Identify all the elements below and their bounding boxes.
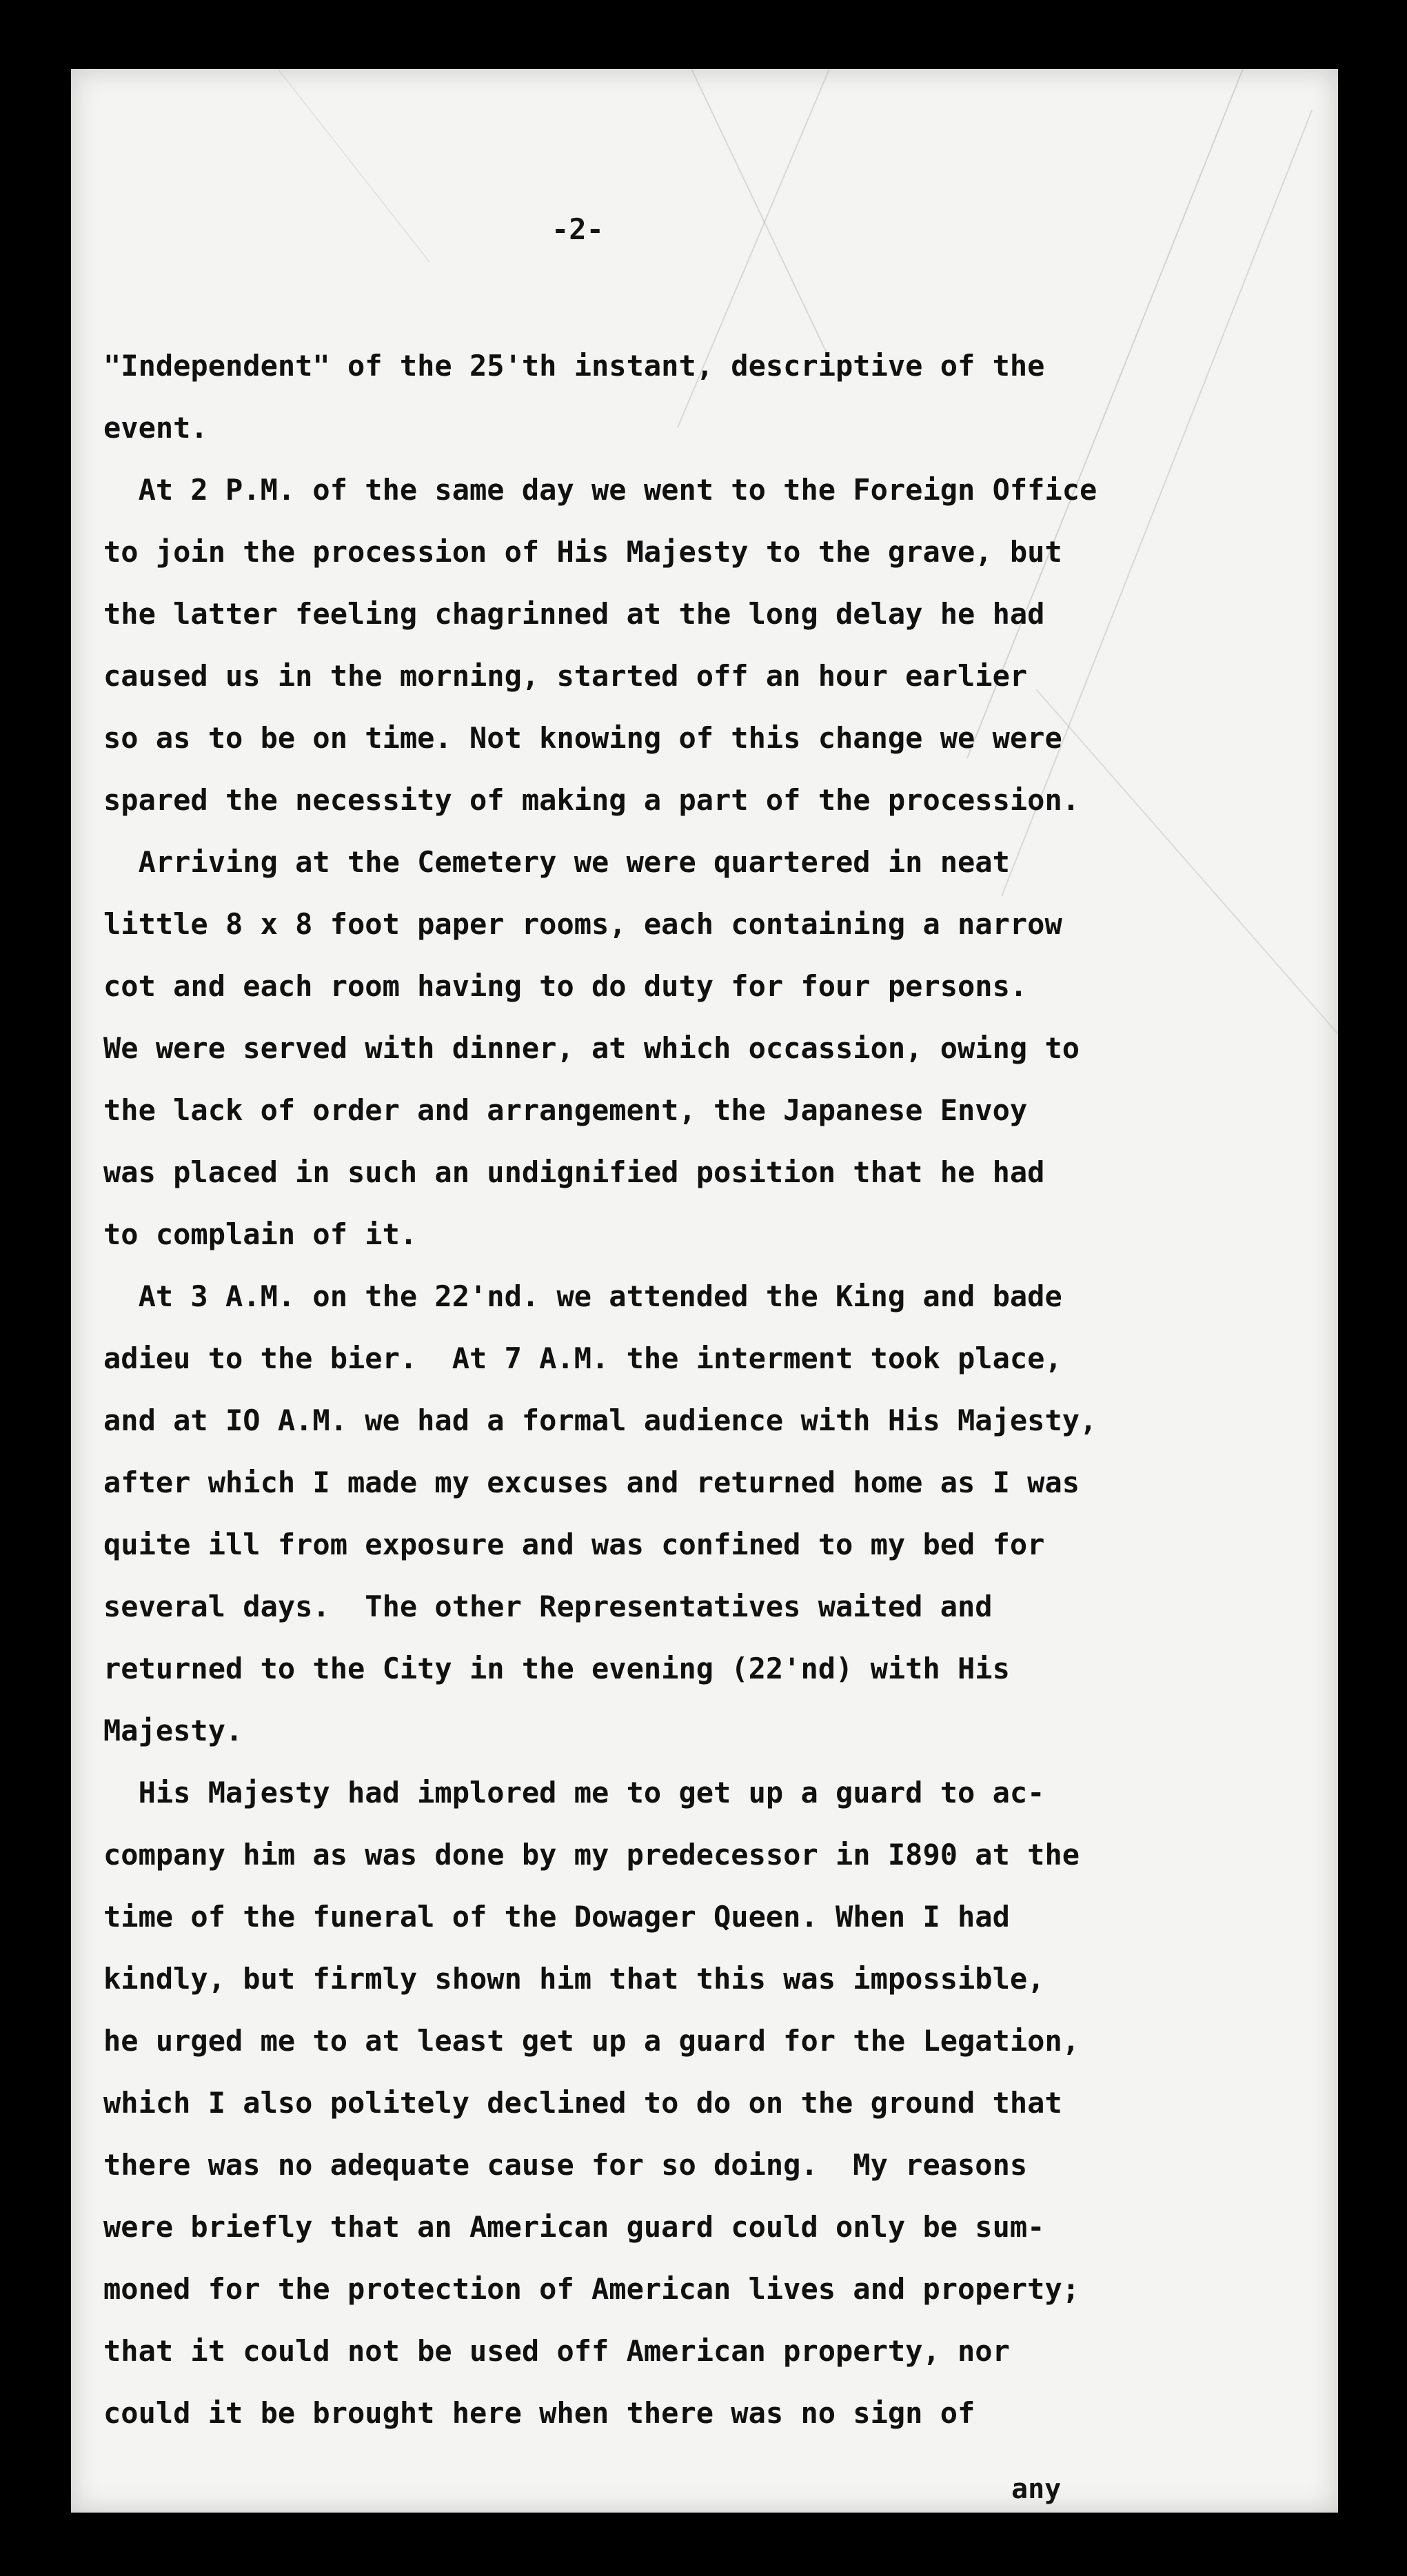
typed-letter-body bbox=[103, 335, 1275, 2444]
text-line: event. bbox=[103, 411, 208, 445]
text-line: We were served with dinner, at which occassion, owing to bbox=[103, 1031, 1080, 1065]
text-line: Arriving at the Cemetery we were quartered in neat bbox=[103, 845, 1010, 879]
text-line: returned to the City in the evening (22'nd) with His bbox=[103, 1652, 1010, 1685]
catchword: any bbox=[1011, 2473, 1062, 2505]
text-line: could it be brought here when there was no sign of bbox=[103, 2396, 975, 2430]
text-line: several days. The other Representatives waited and bbox=[103, 1590, 993, 1623]
text-line: that it could not be used off American property, nor bbox=[103, 2334, 1010, 2368]
text-line: were briefly that an American guard could only be sum- bbox=[103, 2210, 1045, 2244]
text-line: quite ill from exposure and was confined to my bed for bbox=[103, 1528, 1045, 1561]
text-line: after which I made my excuses and returned home as I was bbox=[103, 1466, 1080, 1499]
text-line: so as to be on time. Not knowing of this change we were bbox=[103, 721, 1062, 755]
text-line: he urged me to at least get up a guard for the Legation, bbox=[103, 2024, 1080, 2058]
text-line: and at IO A.M. we had a formal audience with His Majesty, bbox=[103, 1403, 1097, 1437]
text-line: spared the necessity of making a part of the procession. bbox=[103, 783, 1080, 817]
text-line: At 3 A.M. on the 22'nd. we attended the King and bade bbox=[103, 1279, 1062, 1313]
text-line: cot and each room having to do duty for four persons. bbox=[103, 969, 1028, 1003]
text-line: to join the procession of His Majesty to the grave, but bbox=[103, 535, 1062, 569]
text-line: there was no adequate cause for so doing. My reasons bbox=[103, 2148, 1028, 2182]
text-line: company him as was done by my predecessor in I890 at the bbox=[103, 1838, 1080, 1872]
text-line: time of the funeral of the Dowager Queen. When I had bbox=[103, 1900, 1010, 1934]
text-line: little 8 x 8 foot paper rooms, each containing a narrow bbox=[103, 907, 1062, 941]
page-number: -2- bbox=[551, 212, 604, 246]
text-line: the lack of order and arrangement, the Japanese Envoy bbox=[103, 1093, 1028, 1127]
text-line: moned for the protection of American lives and property; bbox=[103, 2272, 1080, 2306]
text-line: At 2 P.M. of the same day we went to the Foreign Office bbox=[103, 473, 1097, 507]
text-line: which I also politely declined to do on the ground that bbox=[103, 2086, 1062, 2120]
text-line: "Independent" of the 25'th instant, descriptive of the bbox=[103, 349, 1045, 383]
text-line: His Majesty had implored me to get up a guard to ac- bbox=[103, 1776, 1045, 1809]
text-line: to complain of it. bbox=[103, 1217, 418, 1251]
text-line: kindly, but firmly shown him that this was impossible, bbox=[103, 1962, 1045, 1996]
text-line: was placed in such an undignified position that he had bbox=[103, 1155, 1045, 1189]
text-line: adieu to the bier. At 7 A.M. the interment took place, bbox=[103, 1341, 1062, 1375]
text-line: the latter feeling chagrinned at the long delay he had bbox=[103, 597, 1045, 631]
text-line: Majesty. bbox=[103, 1714, 243, 1747]
text-line: caused us in the morning, started off an hour earlier bbox=[103, 659, 1028, 693]
